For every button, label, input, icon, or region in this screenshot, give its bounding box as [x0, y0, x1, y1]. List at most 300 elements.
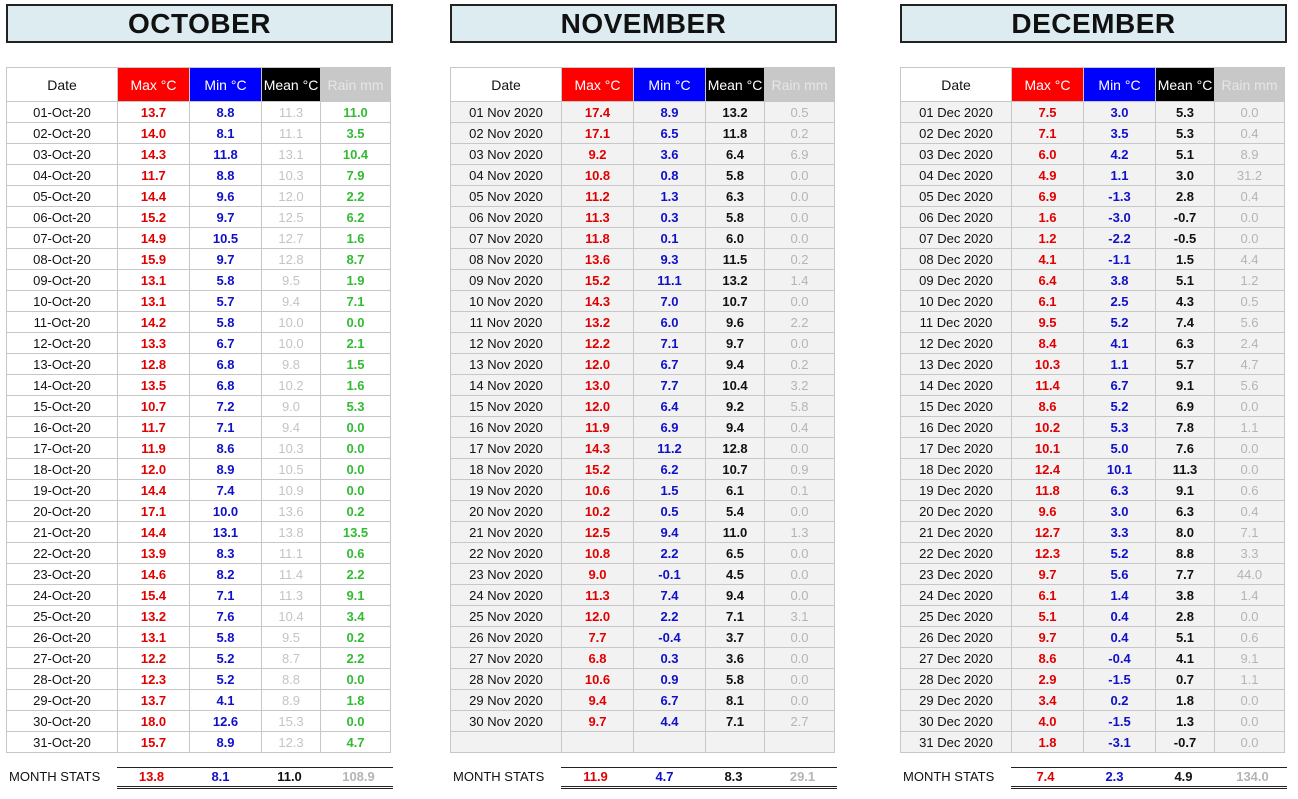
cell-max[interactable]: 13.9 — [118, 543, 190, 564]
cell-mean[interactable]: 9.2 — [706, 396, 765, 417]
cell-mean[interactable]: 7.8 — [1156, 417, 1215, 438]
cell-date[interactable]: 22 Nov 2020 — [451, 543, 562, 564]
cell-date[interactable]: 28-Oct-20 — [7, 669, 118, 690]
column-header-max[interactable]: Max °C — [1012, 68, 1084, 102]
cell-mean[interactable]: 11.1 — [262, 543, 321, 564]
cell-date[interactable]: 18-Oct-20 — [7, 459, 118, 480]
cell-date[interactable]: 20-Oct-20 — [7, 501, 118, 522]
cell-date[interactable]: 02-Oct-20 — [7, 123, 118, 144]
cell-mean[interactable]: 6.3 — [1156, 501, 1215, 522]
cell-max[interactable]: 12.5 — [562, 522, 634, 543]
cell-date[interactable]: 22-Oct-20 — [7, 543, 118, 564]
stat-max[interactable]: 7.4 — [1036, 769, 1055, 784]
cell-max[interactable]: 6.1 — [1012, 291, 1084, 312]
cell-mean[interactable]: 8.1 — [706, 690, 765, 711]
cell-min[interactable]: 8.6 — [190, 438, 262, 459]
cell-mean[interactable]: 8.8 — [262, 669, 321, 690]
cell-mean[interactable]: 10.0 — [262, 312, 321, 333]
cell-max[interactable]: 12.0 — [562, 606, 634, 627]
cell-max[interactable]: 18.0 — [118, 711, 190, 732]
cell-mean[interactable]: 9.8 — [262, 354, 321, 375]
cell-rain[interactable]: 0.2 — [765, 354, 835, 375]
cell-rain[interactable]: 2.4 — [1215, 333, 1285, 354]
cell-min[interactable]: 7.1 — [190, 417, 262, 438]
cell-date[interactable]: 05-Oct-20 — [7, 186, 118, 207]
cell-max[interactable]: 3.4 — [1012, 690, 1084, 711]
cell-date[interactable]: 06 Nov 2020 — [451, 207, 562, 228]
cell-rain[interactable]: 0.0 — [765, 228, 835, 249]
cell-mean[interactable]: 6.3 — [1156, 333, 1215, 354]
cell-min[interactable]: 6.5 — [634, 123, 706, 144]
cell-max[interactable]: 6.8 — [562, 648, 634, 669]
cell-date[interactable]: 27-Oct-20 — [7, 648, 118, 669]
cell-min[interactable]: 1.3 — [634, 186, 706, 207]
cell-min[interactable]: 6.7 — [634, 354, 706, 375]
cell-mean[interactable]: -0.5 — [1156, 228, 1215, 249]
cell-max[interactable]: 15.7 — [118, 732, 190, 753]
cell-rain[interactable]: 0.2 — [765, 249, 835, 270]
cell-date[interactable]: 31 Dec 2020 — [901, 732, 1012, 753]
cell-max[interactable]: 6.0 — [1012, 144, 1084, 165]
cell-date[interactable]: 26 Nov 2020 — [451, 627, 562, 648]
cell-min[interactable]: 0.2 — [1084, 690, 1156, 711]
cell-rain[interactable]: 8.7 — [321, 249, 391, 270]
empty-cell[interactable] — [765, 732, 835, 753]
cell-rain[interactable]: 0.0 — [1215, 396, 1285, 417]
cell-min[interactable]: 0.1 — [634, 228, 706, 249]
cell-rain[interactable]: 0.2 — [321, 627, 391, 648]
cell-mean[interactable]: 9.4 — [262, 417, 321, 438]
cell-date[interactable]: 05 Dec 2020 — [901, 186, 1012, 207]
cell-mean[interactable]: 10.4 — [706, 375, 765, 396]
column-header-min[interactable]: Min °C — [1084, 68, 1156, 102]
cell-mean[interactable]: 13.8 — [262, 522, 321, 543]
cell-mean[interactable]: 5.8 — [706, 207, 765, 228]
cell-min[interactable]: 11.2 — [634, 438, 706, 459]
cell-max[interactable]: 1.8 — [1012, 732, 1084, 753]
cell-date[interactable]: 20 Dec 2020 — [901, 501, 1012, 522]
cell-max[interactable]: 14.4 — [118, 186, 190, 207]
cell-max[interactable]: 13.1 — [118, 270, 190, 291]
cell-rain[interactable]: 2.2 — [765, 312, 835, 333]
cell-max[interactable]: 11.8 — [1012, 480, 1084, 501]
cell-max[interactable]: 12.3 — [1012, 543, 1084, 564]
cell-date[interactable]: 30-Oct-20 — [7, 711, 118, 732]
column-header-max[interactable]: Max °C — [118, 68, 190, 102]
cell-min[interactable]: 6.8 — [190, 375, 262, 396]
cell-min[interactable]: 7.1 — [190, 585, 262, 606]
cell-date[interactable]: 26-Oct-20 — [7, 627, 118, 648]
cell-max[interactable]: 11.9 — [562, 417, 634, 438]
cell-mean[interactable]: 10.5 — [262, 459, 321, 480]
cell-min[interactable]: 9.3 — [634, 249, 706, 270]
cell-rain[interactable]: 0.5 — [1215, 291, 1285, 312]
stat-min[interactable]: 8.1 — [211, 769, 230, 784]
cell-min[interactable]: 6.7 — [1084, 375, 1156, 396]
cell-mean[interactable]: 5.3 — [1156, 102, 1215, 123]
stat-mean[interactable]: 11.0 — [277, 769, 302, 784]
cell-date[interactable]: 08 Dec 2020 — [901, 249, 1012, 270]
cell-mean[interactable]: 11.3 — [262, 102, 321, 123]
cell-min[interactable]: 7.2 — [190, 396, 262, 417]
cell-min[interactable]: 5.3 — [1084, 417, 1156, 438]
cell-rain[interactable]: 31.2 — [1215, 165, 1285, 186]
cell-rain[interactable]: 9.1 — [1215, 648, 1285, 669]
cell-mean[interactable]: 8.9 — [262, 690, 321, 711]
cell-rain[interactable]: 0.0 — [1215, 732, 1285, 753]
cell-rain[interactable]: 0.4 — [1215, 186, 1285, 207]
cell-date[interactable]: 12-Oct-20 — [7, 333, 118, 354]
cell-max[interactable]: 14.0 — [118, 123, 190, 144]
cell-min[interactable]: 6.4 — [634, 396, 706, 417]
cell-date[interactable]: 08 Nov 2020 — [451, 249, 562, 270]
cell-max[interactable]: 6.4 — [1012, 270, 1084, 291]
empty-cell[interactable] — [562, 732, 634, 753]
cell-rain[interactable]: 0.0 — [765, 186, 835, 207]
cell-max[interactable]: 6.1 — [1012, 585, 1084, 606]
cell-min[interactable]: -2.2 — [1084, 228, 1156, 249]
cell-max[interactable]: 15.2 — [118, 207, 190, 228]
cell-mean[interactable]: 5.8 — [706, 165, 765, 186]
cell-date[interactable]: 01 Nov 2020 — [451, 102, 562, 123]
cell-min[interactable]: 9.7 — [190, 249, 262, 270]
stat-mean[interactable]: 8.3 — [724, 769, 743, 784]
cell-min[interactable]: 1.1 — [1084, 354, 1156, 375]
cell-date[interactable]: 21 Nov 2020 — [451, 522, 562, 543]
cell-rain[interactable]: 3.2 — [765, 375, 835, 396]
cell-rain[interactable]: 6.2 — [321, 207, 391, 228]
cell-mean[interactable]: 9.7 — [706, 333, 765, 354]
cell-min[interactable]: 6.0 — [634, 312, 706, 333]
cell-mean[interactable]: 12.0 — [262, 186, 321, 207]
cell-rain[interactable]: 0.4 — [1215, 501, 1285, 522]
cell-date[interactable]: 14 Nov 2020 — [451, 375, 562, 396]
cell-rain[interactable]: 0.6 — [1215, 627, 1285, 648]
cell-mean[interactable]: 6.3 — [706, 186, 765, 207]
cell-date[interactable]: 04 Dec 2020 — [901, 165, 1012, 186]
cell-max[interactable]: 11.8 — [562, 228, 634, 249]
cell-min[interactable]: 9.7 — [190, 207, 262, 228]
cell-mean[interactable]: 9.0 — [262, 396, 321, 417]
cell-date[interactable]: 24 Dec 2020 — [901, 585, 1012, 606]
cell-date[interactable]: 30 Dec 2020 — [901, 711, 1012, 732]
cell-rain[interactable]: 0.2 — [765, 123, 835, 144]
stat-rain[interactable]: 108.9 — [342, 769, 375, 784]
column-header-mean[interactable]: Mean °C — [706, 68, 765, 102]
cell-min[interactable]: 0.9 — [634, 669, 706, 690]
cell-rain[interactable]: 0.0 — [765, 438, 835, 459]
cell-min[interactable]: -1.3 — [1084, 186, 1156, 207]
column-header-min[interactable]: Min °C — [634, 68, 706, 102]
cell-rain[interactable]: 0.0 — [1215, 228, 1285, 249]
cell-rain[interactable]: 0.0 — [1215, 207, 1285, 228]
cell-mean[interactable]: 9.4 — [262, 291, 321, 312]
cell-min[interactable]: 0.4 — [1084, 606, 1156, 627]
cell-mean[interactable]: 11.1 — [262, 123, 321, 144]
cell-date[interactable]: 28 Dec 2020 — [901, 669, 1012, 690]
cell-max[interactable]: 12.7 — [1012, 522, 1084, 543]
cell-rain[interactable]: 0.0 — [765, 333, 835, 354]
cell-mean[interactable]: 11.3 — [262, 585, 321, 606]
cell-date[interactable]: 03 Dec 2020 — [901, 144, 1012, 165]
cell-min[interactable]: 11.1 — [634, 270, 706, 291]
cell-mean[interactable]: 5.1 — [1156, 144, 1215, 165]
cell-rain[interactable]: 1.6 — [321, 228, 391, 249]
cell-date[interactable]: 16 Nov 2020 — [451, 417, 562, 438]
cell-min[interactable]: 10.5 — [190, 228, 262, 249]
cell-rain[interactable]: 5.8 — [765, 396, 835, 417]
cell-mean[interactable]: 6.5 — [706, 543, 765, 564]
cell-date[interactable]: 29-Oct-20 — [7, 690, 118, 711]
empty-cell[interactable] — [451, 732, 562, 753]
cell-rain[interactable]: 0.0 — [765, 207, 835, 228]
cell-max[interactable]: 7.5 — [1012, 102, 1084, 123]
cell-date[interactable]: 10 Nov 2020 — [451, 291, 562, 312]
cell-mean[interactable]: 5.4 — [706, 501, 765, 522]
cell-rain[interactable]: 1.9 — [321, 270, 391, 291]
cell-date[interactable]: 04-Oct-20 — [7, 165, 118, 186]
cell-rain[interactable]: 0.0 — [765, 165, 835, 186]
cell-rain[interactable]: 0.0 — [321, 711, 391, 732]
cell-mean[interactable]: 5.7 — [1156, 354, 1215, 375]
cell-mean[interactable]: 9.4 — [706, 585, 765, 606]
stat-max[interactable]: 11.9 — [583, 769, 608, 784]
cell-rain[interactable]: 0.0 — [765, 627, 835, 648]
cell-min[interactable]: 6.7 — [634, 690, 706, 711]
cell-max[interactable]: 14.4 — [118, 480, 190, 501]
cell-min[interactable]: 4.1 — [1084, 333, 1156, 354]
cell-rain[interactable]: 0.0 — [321, 438, 391, 459]
cell-mean[interactable]: 6.9 — [1156, 396, 1215, 417]
cell-min[interactable]: 5.6 — [1084, 564, 1156, 585]
cell-rain[interactable]: 0.0 — [1215, 438, 1285, 459]
cell-rain[interactable]: 0.0 — [321, 669, 391, 690]
cell-date[interactable]: 31-Oct-20 — [7, 732, 118, 753]
cell-date[interactable]: 19-Oct-20 — [7, 480, 118, 501]
cell-date[interactable]: 18 Nov 2020 — [451, 459, 562, 480]
cell-min[interactable]: 0.8 — [634, 165, 706, 186]
cell-mean[interactable]: 10.7 — [706, 291, 765, 312]
cell-rain[interactable]: 1.1 — [1215, 669, 1285, 690]
cell-rain[interactable]: 0.4 — [1215, 123, 1285, 144]
cell-rain[interactable]: 5.6 — [1215, 312, 1285, 333]
cell-rain[interactable]: 5.6 — [1215, 375, 1285, 396]
cell-min[interactable]: 3.8 — [1084, 270, 1156, 291]
cell-min[interactable]: 0.3 — [634, 648, 706, 669]
cell-mean[interactable]: 1.5 — [1156, 249, 1215, 270]
cell-rain[interactable]: 0.0 — [765, 564, 835, 585]
cell-date[interactable]: 07 Dec 2020 — [901, 228, 1012, 249]
cell-mean[interactable]: 2.8 — [1156, 186, 1215, 207]
stat-max[interactable]: 13.8 — [138, 769, 165, 784]
cell-rain[interactable]: 0.1 — [765, 480, 835, 501]
cell-date[interactable]: 24-Oct-20 — [7, 585, 118, 606]
cell-date[interactable]: 24 Nov 2020 — [451, 585, 562, 606]
cell-max[interactable]: 17.1 — [562, 123, 634, 144]
cell-rain[interactable]: 10.4 — [321, 144, 391, 165]
cell-rain[interactable]: 0.0 — [765, 501, 835, 522]
cell-min[interactable]: 8.9 — [190, 459, 262, 480]
cell-mean[interactable]: 5.1 — [1156, 270, 1215, 291]
cell-rain[interactable]: 7.1 — [1215, 522, 1285, 543]
cell-rain[interactable]: 7.9 — [321, 165, 391, 186]
cell-rain[interactable]: 1.6 — [321, 375, 391, 396]
cell-mean[interactable]: 3.8 — [1156, 585, 1215, 606]
cell-min[interactable]: 7.7 — [634, 375, 706, 396]
cell-date[interactable]: 26 Dec 2020 — [901, 627, 1012, 648]
cell-max[interactable]: 15.2 — [562, 270, 634, 291]
cell-date[interactable]: 25-Oct-20 — [7, 606, 118, 627]
cell-rain[interactable]: 0.6 — [1215, 480, 1285, 501]
cell-rain[interactable]: 0.0 — [1215, 102, 1285, 123]
cell-min[interactable]: 6.8 — [190, 354, 262, 375]
cell-mean[interactable]: 8.8 — [1156, 543, 1215, 564]
cell-date[interactable]: 17 Dec 2020 — [901, 438, 1012, 459]
cell-min[interactable]: 3.6 — [634, 144, 706, 165]
cell-min[interactable]: 1.4 — [1084, 585, 1156, 606]
cell-max[interactable]: 10.7 — [118, 396, 190, 417]
stat-rain[interactable]: 29.1 — [789, 769, 816, 784]
cell-date[interactable]: 15 Dec 2020 — [901, 396, 1012, 417]
cell-date[interactable]: 23 Nov 2020 — [451, 564, 562, 585]
cell-rain[interactable]: 1.2 — [1215, 270, 1285, 291]
cell-rain[interactable]: 6.9 — [765, 144, 835, 165]
cell-mean[interactable]: 11.5 — [706, 249, 765, 270]
cell-min[interactable]: 4.1 — [190, 690, 262, 711]
cell-date[interactable]: 28 Nov 2020 — [451, 669, 562, 690]
cell-min[interactable]: 5.2 — [1084, 396, 1156, 417]
cell-max[interactable]: 14.3 — [118, 144, 190, 165]
cell-mean[interactable]: 9.6 — [706, 312, 765, 333]
cell-date[interactable]: 29 Nov 2020 — [451, 690, 562, 711]
cell-max[interactable]: 13.7 — [118, 102, 190, 123]
cell-rain[interactable]: 8.9 — [1215, 144, 1285, 165]
cell-max[interactable]: 13.1 — [118, 627, 190, 648]
cell-min[interactable]: 7.4 — [634, 585, 706, 606]
cell-max[interactable]: 15.2 — [562, 459, 634, 480]
cell-max[interactable]: 13.1 — [118, 291, 190, 312]
cell-rain[interactable]: 0.2 — [321, 501, 391, 522]
cell-mean[interactable]: 10.0 — [262, 333, 321, 354]
cell-mean[interactable]: 6.0 — [706, 228, 765, 249]
cell-date[interactable]: 08-Oct-20 — [7, 249, 118, 270]
cell-date[interactable]: 14 Dec 2020 — [901, 375, 1012, 396]
cell-min[interactable]: -0.4 — [1084, 648, 1156, 669]
cell-mean[interactable]: 5.3 — [1156, 123, 1215, 144]
cell-min[interactable]: 3.3 — [1084, 522, 1156, 543]
cell-mean[interactable]: 10.9 — [262, 480, 321, 501]
cell-mean[interactable]: 9.1 — [1156, 375, 1215, 396]
cell-max[interactable]: 14.3 — [562, 291, 634, 312]
cell-mean[interactable]: 7.7 — [1156, 564, 1215, 585]
cell-mean[interactable]: 12.3 — [262, 732, 321, 753]
cell-min[interactable]: 9.6 — [190, 186, 262, 207]
cell-max[interactable]: 14.6 — [118, 564, 190, 585]
cell-max[interactable]: 11.3 — [562, 585, 634, 606]
cell-max[interactable]: 10.6 — [562, 669, 634, 690]
cell-rain[interactable]: 13.5 — [321, 522, 391, 543]
cell-mean[interactable]: 7.1 — [706, 711, 765, 732]
cell-date[interactable]: 18 Dec 2020 — [901, 459, 1012, 480]
cell-rain[interactable]: 1.1 — [1215, 417, 1285, 438]
cell-max[interactable]: 11.2 — [562, 186, 634, 207]
cell-min[interactable]: 8.8 — [190, 102, 262, 123]
cell-mean[interactable]: 10.3 — [262, 165, 321, 186]
cell-rain[interactable]: 5.3 — [321, 396, 391, 417]
cell-rain[interactable]: 0.0 — [1215, 459, 1285, 480]
cell-rain[interactable]: 1.5 — [321, 354, 391, 375]
cell-max[interactable]: 12.3 — [118, 669, 190, 690]
cell-min[interactable]: 5.2 — [190, 669, 262, 690]
cell-min[interactable]: 7.0 — [634, 291, 706, 312]
cell-min[interactable]: 2.2 — [634, 606, 706, 627]
cell-min[interactable]: 0.4 — [1084, 627, 1156, 648]
cell-date[interactable]: 17-Oct-20 — [7, 438, 118, 459]
cell-min[interactable]: 9.4 — [634, 522, 706, 543]
cell-max[interactable]: 4.1 — [1012, 249, 1084, 270]
cell-min[interactable]: 2.5 — [1084, 291, 1156, 312]
cell-max[interactable]: 7.7 — [562, 627, 634, 648]
cell-date[interactable]: 15-Oct-20 — [7, 396, 118, 417]
cell-rain[interactable]: 2.2 — [321, 186, 391, 207]
cell-min[interactable]: 6.9 — [634, 417, 706, 438]
cell-date[interactable]: 05 Nov 2020 — [451, 186, 562, 207]
column-header-rain[interactable]: Rain mm — [1215, 68, 1285, 102]
cell-date[interactable]: 16 Dec 2020 — [901, 417, 1012, 438]
cell-date[interactable]: 03 Nov 2020 — [451, 144, 562, 165]
cell-rain[interactable]: 2.2 — [321, 648, 391, 669]
cell-min[interactable]: 5.7 — [190, 291, 262, 312]
cell-mean[interactable]: 12.8 — [706, 438, 765, 459]
cell-mean[interactable]: 7.1 — [706, 606, 765, 627]
cell-date[interactable]: 11 Dec 2020 — [901, 312, 1012, 333]
cell-min[interactable]: 7.4 — [190, 480, 262, 501]
cell-max[interactable]: 8.4 — [1012, 333, 1084, 354]
cell-max[interactable]: 17.1 — [118, 501, 190, 522]
cell-max[interactable]: 14.9 — [118, 228, 190, 249]
cell-mean[interactable]: 9.4 — [706, 354, 765, 375]
cell-rain[interactable]: 3.1 — [765, 606, 835, 627]
cell-min[interactable]: -0.4 — [634, 627, 706, 648]
cell-date[interactable]: 11-Oct-20 — [7, 312, 118, 333]
cell-rain[interactable]: 2.2 — [321, 564, 391, 585]
cell-date[interactable]: 20 Nov 2020 — [451, 501, 562, 522]
cell-max[interactable]: 10.2 — [1012, 417, 1084, 438]
cell-min[interactable]: 8.1 — [190, 123, 262, 144]
cell-max[interactable]: 10.8 — [562, 543, 634, 564]
cell-mean[interactable]: 10.2 — [262, 375, 321, 396]
cell-date[interactable]: 07 Nov 2020 — [451, 228, 562, 249]
cell-max[interactable]: 13.7 — [118, 690, 190, 711]
cell-date[interactable]: 19 Nov 2020 — [451, 480, 562, 501]
cell-max[interactable]: 12.0 — [562, 396, 634, 417]
cell-date[interactable]: 13 Nov 2020 — [451, 354, 562, 375]
cell-date[interactable]: 29 Dec 2020 — [901, 690, 1012, 711]
cell-date[interactable]: 03-Oct-20 — [7, 144, 118, 165]
cell-date[interactable]: 10-Oct-20 — [7, 291, 118, 312]
cell-min[interactable]: -1.1 — [1084, 249, 1156, 270]
cell-date[interactable]: 25 Nov 2020 — [451, 606, 562, 627]
cell-min[interactable]: 5.2 — [1084, 312, 1156, 333]
empty-cell[interactable] — [706, 732, 765, 753]
cell-max[interactable]: 12.0 — [562, 354, 634, 375]
cell-max[interactable]: 11.9 — [118, 438, 190, 459]
cell-max[interactable]: 11.7 — [118, 165, 190, 186]
cell-rain[interactable]: 0.9 — [765, 459, 835, 480]
cell-rain[interactable]: 0.0 — [765, 291, 835, 312]
cell-rain[interactable]: 0.0 — [765, 690, 835, 711]
cell-rain[interactable]: 0.4 — [765, 417, 835, 438]
